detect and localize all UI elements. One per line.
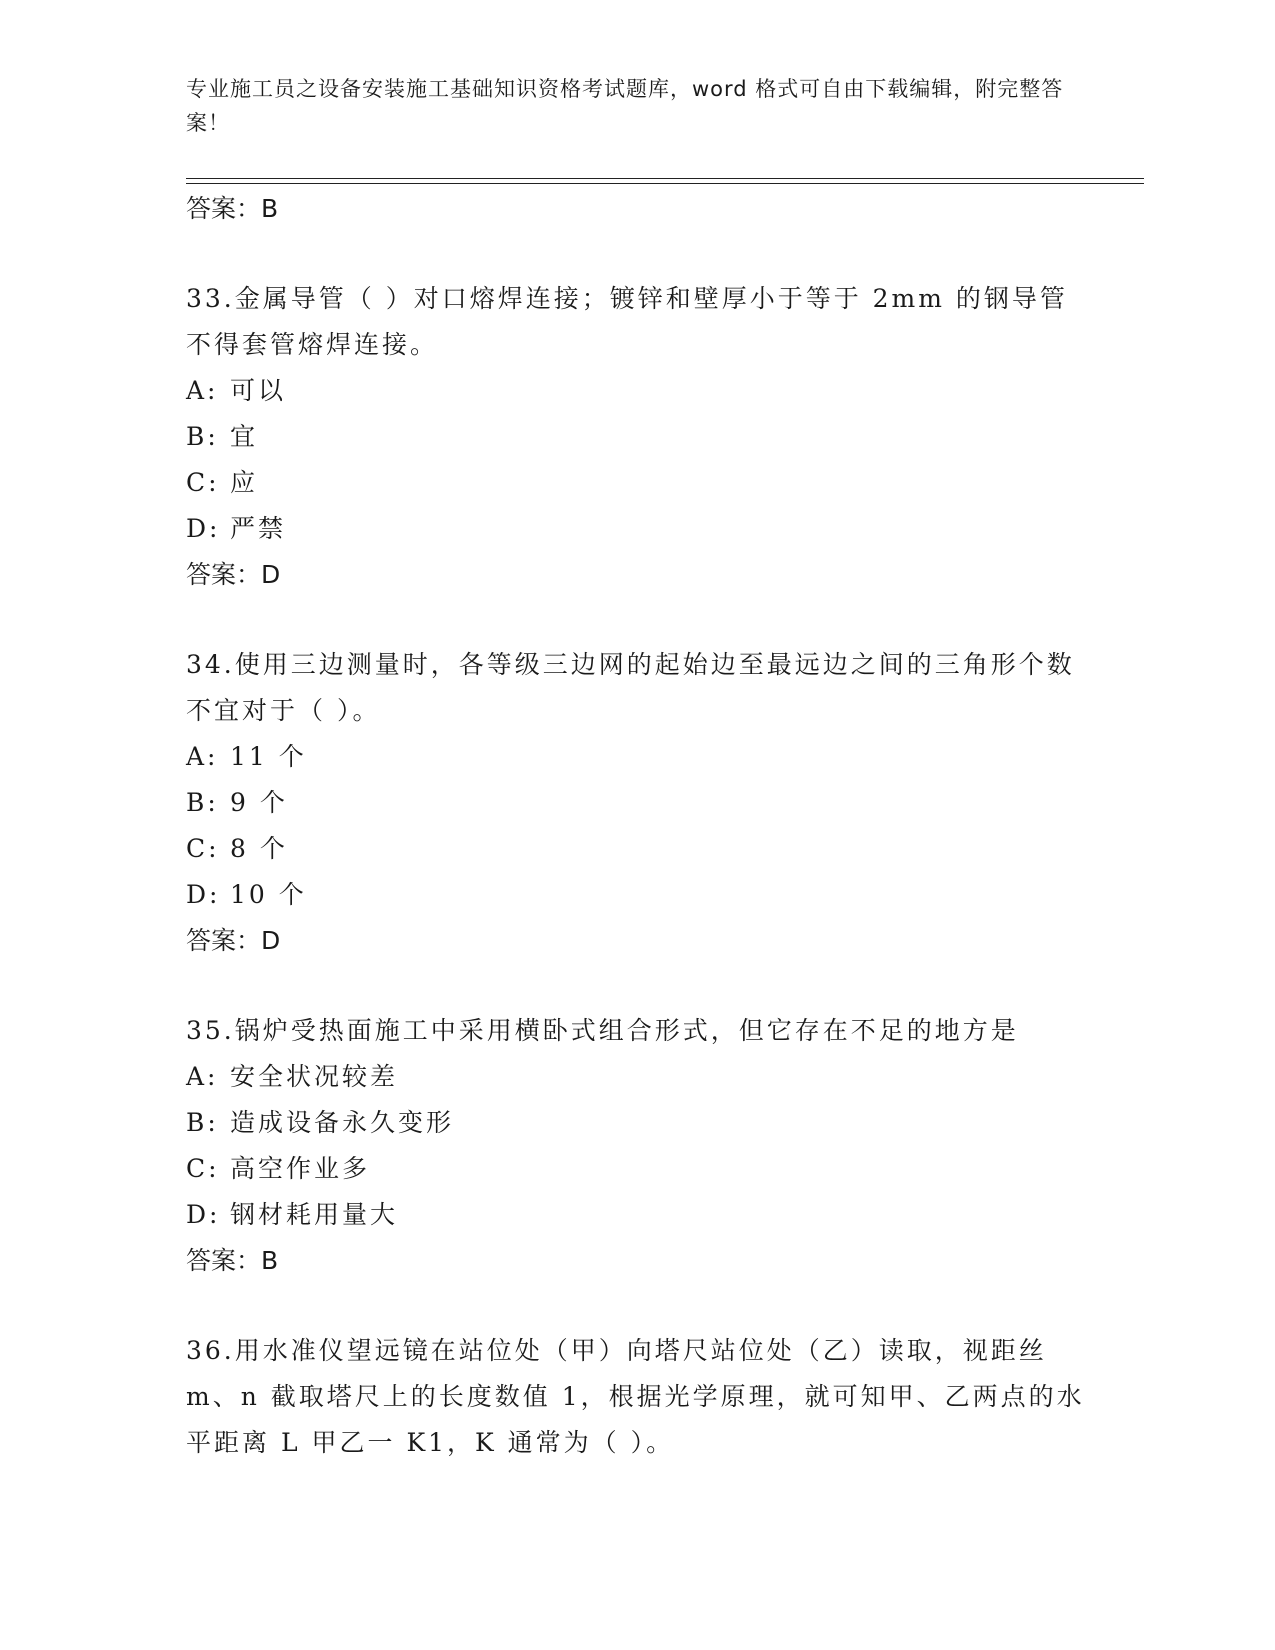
option-letter: B: <box>186 788 219 817</box>
answer-label: 答案：B <box>186 1246 279 1275</box>
option-letter: A: <box>186 742 219 771</box>
option-letter: A: <box>186 376 219 405</box>
header-divider-bottom <box>186 183 1144 184</box>
option-letter: C: <box>186 834 220 863</box>
answer-label: 答案：B <box>186 194 279 223</box>
option-letter: C: <box>186 468 220 497</box>
option-c <box>186 460 1086 506</box>
option-letter: B: <box>186 422 219 451</box>
option-text: 8 个 <box>230 834 288 863</box>
option-d <box>186 872 1086 918</box>
answer-label: 答案：D <box>186 560 281 589</box>
option-text: 安全状况较差 <box>230 1062 399 1091</box>
question-text: 33.金属导管（ ）对口熔焊连接；镀锌和壁厚小于等于 2mm 的钢导管不得套管熔焊连接。 <box>186 284 1068 359</box>
option-letter: C: <box>186 1154 220 1183</box>
option-b <box>186 414 1086 460</box>
question-block-34 <box>186 642 1086 964</box>
option-b <box>186 780 1086 826</box>
option-letter: D: <box>186 1200 221 1229</box>
document-header: 专业施工员之设备安装施工基础知识资格考试题库，word 格式可自由下载编辑，附完整答案！ <box>186 77 1064 135</box>
option-text: 宜 <box>230 422 259 451</box>
question-text: 34.使用三边测量时，各等级三边网的起始边至最远边之间的三角形个数不宜对于（ ）。 <box>186 650 1075 725</box>
question-block-33 <box>186 276 1086 598</box>
option-a <box>186 734 1086 780</box>
option-text: 9 个 <box>230 788 288 817</box>
option-letter: D: <box>186 514 221 543</box>
option-text: 应 <box>230 468 259 497</box>
option-text: 造成设备永久变形 <box>230 1108 455 1137</box>
option-letter: D: <box>186 880 221 909</box>
option-letter: A: <box>186 1062 219 1091</box>
option-text: 可以 <box>230 376 287 405</box>
question-block-36 <box>186 1328 1086 1466</box>
option-text: 钢材耗用量大 <box>230 1200 399 1229</box>
option-text: 11 个 <box>230 742 307 771</box>
option-text: 10 个 <box>230 880 307 909</box>
question-text: 36.用水准仪望远镜在站位处（甲）向塔尺站位处（乙）读取，视距丝 m、n 截取塔尺上的长度数值 1，根据光学原理，就可知甲、乙两点的水平距离 L 甲乙一 K1，K 通常为（ ）。 <box>186 1336 1085 1457</box>
option-d <box>186 1192 1086 1238</box>
answer-label: 答案：D <box>186 926 281 955</box>
option-d <box>186 506 1086 552</box>
question-list <box>186 186 1086 1466</box>
option-c <box>186 1146 1086 1192</box>
header-divider-top <box>186 178 1144 179</box>
question-block-35 <box>186 1008 1086 1284</box>
option-text: 高空作业多 <box>230 1154 371 1183</box>
option-b <box>186 1100 1086 1146</box>
option-letter: B: <box>186 1108 219 1137</box>
option-a <box>186 1054 1086 1100</box>
option-text: 严禁 <box>230 514 287 543</box>
question-text: 35.锅炉受热面施工中采用横卧式组合形式，但它存在不足的地方是 <box>186 1016 1019 1045</box>
option-c <box>186 826 1086 872</box>
option-a <box>186 368 1086 414</box>
